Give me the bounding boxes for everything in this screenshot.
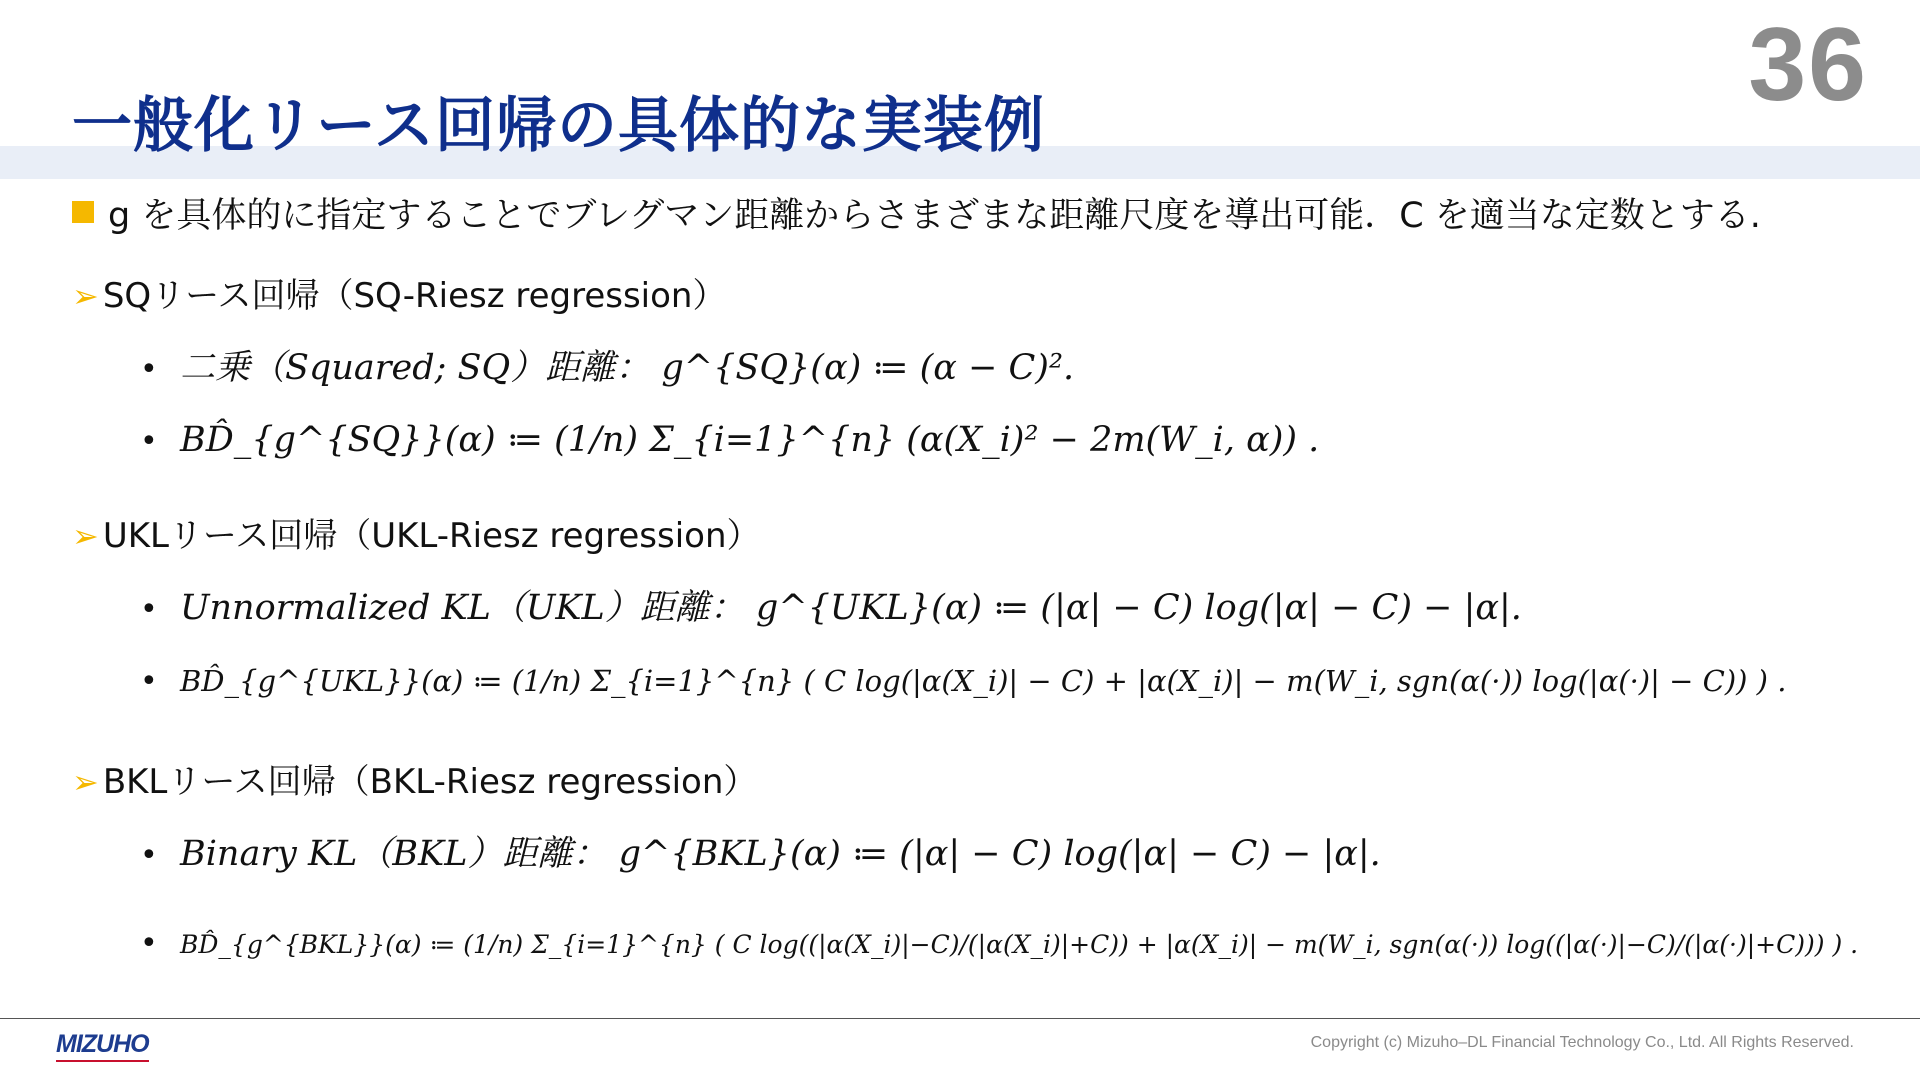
page-number: 36 — [1748, 7, 1868, 123]
copyright-text: Copyright (c) Mizuho–DL Financial Technology Co., Ltd. All Rights Reserved. — [1310, 1034, 1854, 1051]
dot-bullet-icon: • — [140, 664, 158, 699]
dot-bullet-icon: • — [140, 592, 158, 627]
formula: Binary KL（BKL）距離： g^{BKL}(α) ≔ (|α| − C) log(|α| − C) − |α|. — [180, 834, 1381, 874]
intro-text: g を具体的に指定することでブレグマン距離からさまざまな距離尺度を導出可能．C を適当な定数とする. — [108, 196, 1761, 236]
dot-bullet-icon: • — [140, 424, 158, 459]
bullet-ukl-objective — [140, 664, 1786, 699]
formula: Unnormalized KL（UKL）距離： g^{UKL}(α) ≔ (|α| − C) log(|α| − C) − |α|. — [180, 588, 1522, 628]
arrow-bullet-icon: ➢ — [72, 277, 99, 315]
section-heading-sq — [72, 268, 726, 317]
section-heading-text: BKLリース回帰（BKL-Riesz regression） — [102, 762, 758, 802]
formula: 二乗（Squared; SQ）距離： g^{SQ}(α) ≔ (α − C)². — [180, 348, 1075, 388]
arrow-bullet-icon: ➢ — [72, 517, 99, 555]
square-bullet-icon — [72, 201, 94, 223]
bullet-sq-distance — [140, 340, 1074, 390]
bullet-bkl-objective — [140, 926, 1858, 961]
section-heading-ukl — [72, 508, 761, 557]
dot-bullet-icon: • — [140, 352, 158, 387]
formula: BD̂_{g^{UKL}}(α) ≔ (1/n) Σ_{i=1}^{n} ( C log(|α(X_i)| − C) + |α(X_i)| − m(W_i, sgn(α(·)) log(|α(·)| − C)) ) . — [180, 664, 1787, 698]
intro-line — [72, 188, 1761, 238]
page-title: 一般化リース回帰の具体的な実装例 — [72, 91, 1045, 161]
bullet-ukl-distance — [140, 580, 1522, 630]
formula: BD̂_{g^{SQ}}(α) ≔ (1/n) Σ_{i=1}^{n} (α(X_i)² − 2m(W_i, α)) . — [180, 420, 1320, 460]
section-heading-bkl — [72, 754, 757, 803]
section-heading-text: UKLリース回帰（UKL-Riesz regression） — [102, 516, 761, 556]
arrow-bullet-icon: ➢ — [72, 763, 99, 801]
section-heading-text: SQリース回帰（SQ-Riesz regression） — [102, 276, 727, 316]
bullet-sq-objective — [140, 420, 1319, 460]
formula: BD̂_{g^{BKL}}(α) ≔ (1/n) Σ_{i=1}^{n} ( C log((|α(X_i)|−C)/(|α(X_i)|+C)) + |α(X_i)| − m(W_i, sgn(α(·)) log((|α(·)|−C)/(|α(·)|+C))) ) . — [180, 930, 1859, 959]
dot-bullet-icon: • — [140, 838, 158, 873]
mizuho-logo: MIZUHO — [56, 1030, 149, 1062]
bullet-bkl-distance — [140, 826, 1381, 876]
dot-bullet-icon: • — [140, 926, 158, 961]
footer-divider — [0, 1018, 1920, 1019]
